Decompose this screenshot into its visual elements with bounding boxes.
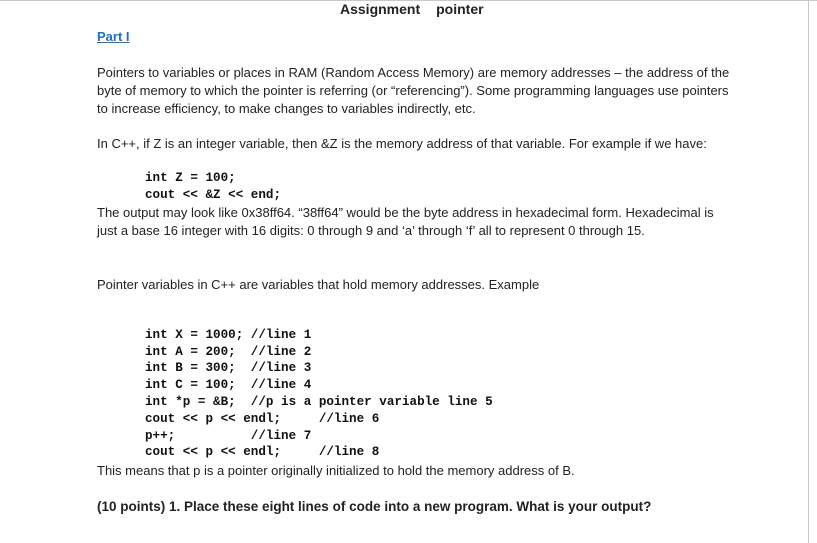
code-line: int Z = 100; — [145, 171, 236, 185]
question-text: (10 points) 1. Place these eight lines of code into a new program. What is your output? — [97, 499, 652, 514]
code-line: int X = 1000; //line 1 — [145, 327, 312, 342]
header-title-left: Assignment — [340, 1, 421, 17]
code-line: int A = 200; //line 2 — [145, 344, 312, 359]
intro-paragraph: Pointers to variables or places in RAM (Random Access Memory) are memory addresses – the address of the byte of memory to which the pointer is referring (or “referencing”). Some programming languages use pointers to increase efficiency, to make changes to variables indirectly, etc. — [97, 65, 730, 116]
code-line: int C = 100; //line 4 — [145, 378, 312, 393]
header-title-right: pointer — [436, 1, 484, 17]
code-example-1 — [145, 170, 281, 204]
code-line: cout << p << endl; //line 6 — [145, 411, 380, 426]
code-example-2 — [145, 310, 493, 461]
code-line: cout << &Z << end; — [145, 187, 282, 202]
output-paragraph: The output may look like 0x38ff64. “38ff64” would be the byte address in hexadecimal form. Hexadecimal is just a base 16 integer with 16 digits: 0 through 9 and ‘a’ through ‘f’ all to represent 0 through 15. — [97, 205, 714, 238]
example-paragraph: In C++, if Z is an integer variable, then &Z is the memory address of that variable. For example if we have: — [97, 136, 707, 151]
part-heading: Part I — [97, 29, 130, 44]
pointer-paragraph: Pointer variables in C++ are variables that hold memory addresses. Example — [97, 277, 540, 292]
explanation-paragraph: This means that p is a pointer originally initialized to hold the memory address of B. — [97, 463, 575, 478]
code-line: p++; //line 7 — [145, 428, 312, 443]
code-line: cout << p << endl; //line 8 — [145, 445, 380, 460]
code-line: int *p = &B; //p is a pointer variable line 5 — [145, 394, 493, 409]
code-line: int B = 300; //line 3 — [145, 361, 312, 376]
page-right-border — [808, 0, 809, 543]
document-header — [340, 1, 500, 17]
